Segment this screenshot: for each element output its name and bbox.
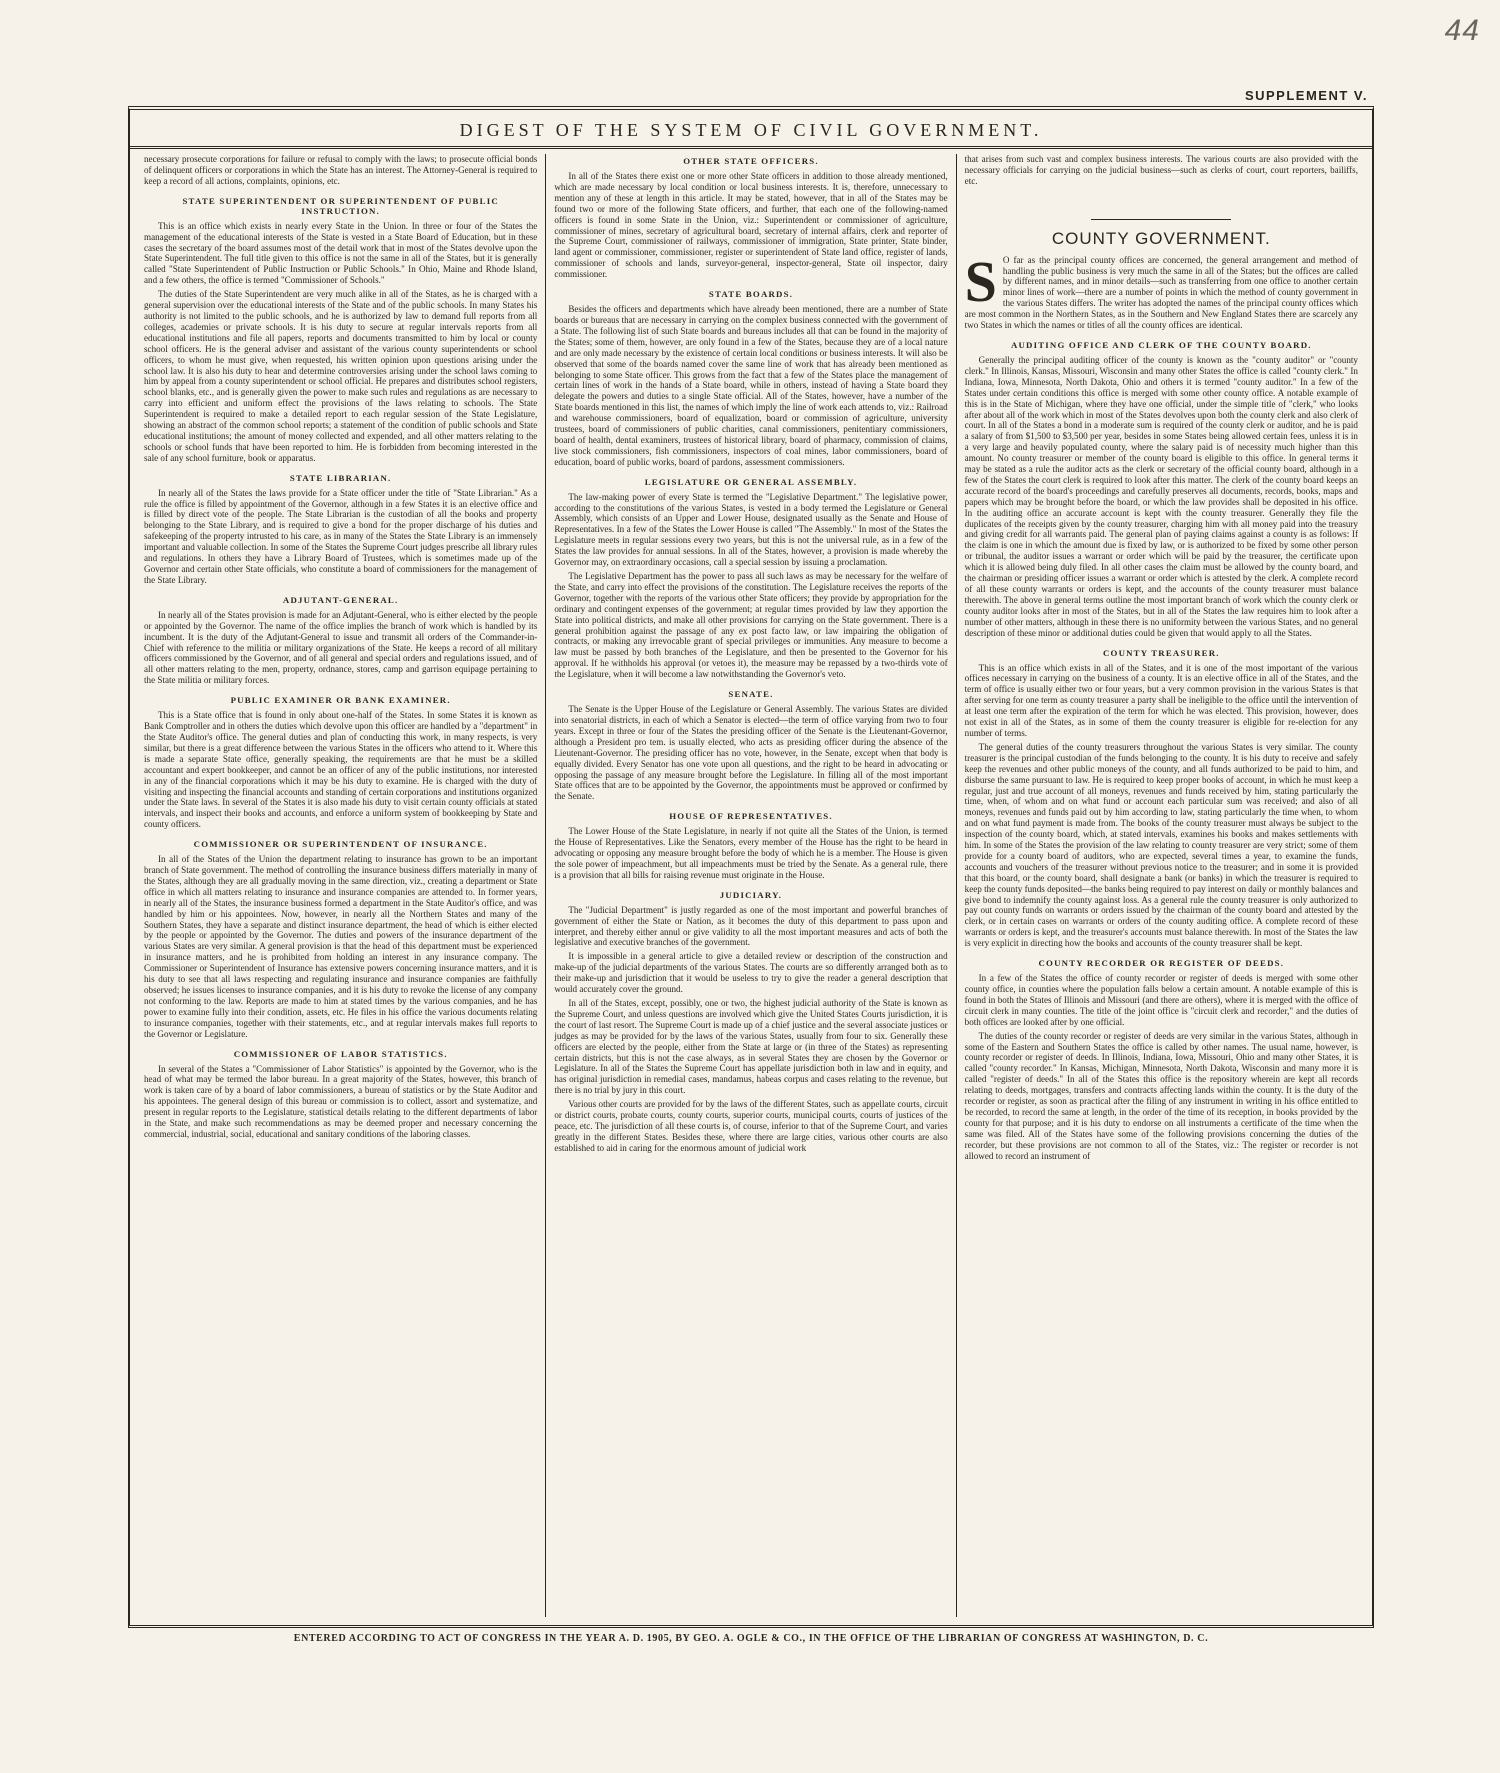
- section-heading: LEGISLATURE OR GENERAL ASSEMBLY.: [644, 476, 858, 487]
- section-heading: COUNTY TREASURER.: [1102, 647, 1220, 658]
- paragraph: The Legislative Department has the power to pass all such laws as may be necessary for the welfare of the State, and carry into effect the provisions of the constitution. The Legislature receives the reports of the Governor, together with the reports of the various other State officers; they provide by appropriation for the ordinary and contingent expenses of the government; at regular times provided by law they apportion the State into political districts, and make all other provisions for carrying on the State government. There is a general prohibition against the passage of any ex post facto law, or law impairing the obligation of contracts, or making any irrevocable grant of special privileges or immunities. Any measure to become a law must be passed by both branches of the Legislature, and then be presented to the Governor for his approval. If he withholds his approval (or vetoes it), the measure may be repassed by a two-thirds vote of the Legislature, when it will become a law notwithstanding the Governor's veto.: [554, 571, 948, 680]
- paragraph: The Lower House of the State Legislature, in nearly if not quite all the States of the Union, is termed the House of Representatives. Like the Senators, every member of the House has the right to be heard in advocating or opposing any measure brought before the body of which he is a member. The House is given the sole power of impeachment, but all impeachments must be tried by the Senate. As a general rule, there is a provision that all bills for raising revenue must originate in the House.: [554, 826, 948, 880]
- copyright-footer: ENTERED ACCORDING TO ACT OF CONGRESS IN THE YEAR A. D. 1905, BY GEO. A. OGLE & CO., IN THE OFFICE OF THE LIBRARIAN OF CONGRESS AT WASHINGTON, D. C.: [293, 1633, 1209, 1644]
- section-heading: STATE LIBRARIAN.: [289, 472, 392, 483]
- section-heading: OTHER STATE OFFICERS.: [683, 156, 819, 166]
- county-government-title: COUNTY GOVERNMENT.: [1051, 228, 1271, 248]
- paragraph: that arises from such vast and complex business interests. The various courts are also provided with the necessary officials for carrying on the judicial business—such as clerks of court, court reporters, bailiffs, etc.: [964, 154, 1358, 186]
- paragraph: Generally the principal auditing officer of the county is known as the "county auditor" or "county clerk." In Illinois, Kansas, Missouri, Wisconsin and many other States the office is called "county clerk." In Indiana, Iowa, Minnesota, North Dakota, Ohio and others it is termed "county auditor." In a few of the States under certain conditions this office is merged with some other county office. A notable example of this is in the State of Michigan, where they have one official, under the simple title of "clerk," who looks after about all of the work which in most of the States devolves upon both the county clerk and also clerk of court. In all of the States a bond in a moderate sum is required of the county clerk or auditor, and he is paid a salary of from $1,500 to $3,500 per year, besides in some States being allowed certain fees, unless it is in a very large and heavily populated county, where the salary paid is of necessity much higher than this amount. No county treasurer or member of the county board is eligible to this office. In general terms it may be stated as a rule the auditor acts as the clerk or secretary of the official county board, although in a few of the States the court clerk is required to look after this matter. The clerk of the county board keeps an accurate record of the board's proceedings and carefully preserves all documents, records, books, maps and papers which may be brought before the board, or which the law provides shall be deposited in his office. In the auditing office an accurate account is kept with the county treasurer. Generally they file the duplicates of the receipts given by the county treasurer, charging him with all money paid into the treasury and giving credit for all warrants paid. The general plan of paying claims against a county is as follows: If the claim is one in which the amount due is fixed by law, or is authorized to be fixed by some other person or tribunal, the auditor issues a warrant or order which will be paid by the treasurer, the certificate upon which it is allowed being duly filed. In all other cases the claim must be allowed by the county board, and the chairman or presiding officer issues a warrant or order which is attested by the clerk. A complete record of all these county warrants or orders is kept, and the accounts of the county treasurer must balance therewith. The above in general terms outline the most important branch of work which the county clerk or county auditor looks after in most of the States, but in all of the States the law requires him to look after a number of other matters, although in these there is no uniformity between the various States, and no general description of these minor or additional duties could be given that would apply to all the States.: [964, 354, 1358, 638]
- section-heading: AUDITING OFFICE AND CLERK OF THE COUNTY BOARD.: [1010, 339, 1312, 350]
- paragraph: This is an office which exists in all of the States, and it is one of the most important of the various offices necessary in carrying on the business of a county. It is an elective office in all of the States, and the term of office is usually either two or four years, but a very common provision in the various States is that after serving for one term as county treasurer a party shall be ineligible to the office until the intervention of at least one term after the expiration of the term for which he was elected. This provision, however, does not exist in all of the States, as in some of them the county treasurer is eligible for re-election for any number of terms.: [964, 662, 1358, 738]
- intro-paragraph: [964, 248, 1358, 331]
- section-heading: HOUSE OF REPRESENTATIVES.: [669, 811, 833, 822]
- text-columns: [136, 154, 1366, 1617]
- section-heading: PUBLIC EXAMINER OR BANK EXAMINER.: [230, 695, 451, 706]
- section-heading: STATE BOARDS.: [708, 289, 794, 300]
- section-heading: COMMISSIONER OR SUPERINTENDENT OF INSURANCE.: [193, 839, 488, 850]
- paragraph: The general duties of the county treasurers throughout the various States is very similar. The county treasurer is the principal custodian of the funds belonging to the county. It is his duty to receive and safely keep the revenues and other public moneys of the county, and all funds authorized to be paid to him, and disburse the same pursuant to law. He is required to keep proper books of account, in which he must keep a regular, just and true account of all moneys, revenues and funds received by him, stating particularly the time, when, of whom and on what fund or account each particular sum was received; and also of all moneys, revenues and funds paid out by him according to law, stating particularly the time when, to whom and on what fund payment is made from. The books of the county treasurer must always be subject to the inspection of the county board, which, at stated intervals, examines his books and makes settlements with him. In some of the States the provision of the law relating to county treasurer are very strict; some of them provide for a county board of auditors, who are expected, several times a year, to examine the funds, accounts and vouchers of the treasurer without previous notice to the treasurer; and in some it is provided that this board, or the county board, shall designate a bank (or banks) in which the treasurer is required to keep the county funds deposited—the banks being required to pay interest on daily or monthly balances and give bond to indemnify the county against loss. As a general rule the county treasurer is only authorized to pay out county funds on warrants or orders issued by the chairman of the county board and attested by the clerk, or in certain cases on warrants or orders of the county auditing office. A complete record of these warrants or orders is kept, and the treasurer's accounts must balance therewith. In most of the States the law is very explicit in directing how the books and accounts of the county treasurer shall be kept.: [964, 741, 1358, 949]
- section-heading: SENATE.: [728, 689, 774, 700]
- paragraph: In all of the States of the Union the department relating to insurance has grown to be an important branch of State government. The method of controlling the insurance business differs materially in many of the States, although they are all gradually moving in the same direction, viz., creating a department or State office in which all matters relating to insurance and insurance companies are attended to. In former years, in nearly all of the States, the insurance business formed a department in the State Auditor's office, and was handled by him or his appointees. Now, however, in nearly all the Northern States and many of the Southern States, they have a separate and distinct insurance department, the head of which is either elected by the people or appointed by the Governor. The duties and powers of the insurance department of the various States are very similar. A general provision is that the head of this department must be experienced in insurance matters, and he is prohibited from holding an interest in any insurance company. The Commissioner or Superintendent of Insurance has extensive powers concerning insurance matters, and it is his duty to see that all laws respecting and regulating insurance and insurance companies are faithfully observed; he issues licenses to insurance companies, and it is his duty to revoke the license of any company not conforming to the law. Reports are made to him at stated times by the various companies, and he has power to examine fully into their condition, assets, etc. He files in his office the various documents relating to insurance companies, together with their statements, etc., and at regular intervals makes full reports to the Governor or Legislature.: [144, 854, 538, 1039]
- paragraph: necessary prosecute corporations for failure or refusal to comply with the laws; to prosecute official bonds of delinquent officers or corporations in which the State has an interest. The Attorney-General is required to keep a record of all actions, complaints, opinions, etc.: [144, 154, 538, 186]
- supplement-label: SUPPLEMENT V.: [1244, 88, 1368, 103]
- column-1: [136, 154, 545, 1617]
- paragraph: In a few of the States the office of county recorder or register of deeds is merged with some other county office, in counties where the population falls below a certain amount. A notable example of this is found in both the States of Illinois and Missouri (and there are others), where it is merged with the office of circuit clerk in many counties. The title of the joint office is "circuit clerk and recorder," and the duties of both offices are looked after by one official.: [964, 973, 1358, 1027]
- drop-cap: S: [964, 248, 997, 314]
- paragraph: The law-making power of every State is termed the "Legislative Department." The legislative power, according to the constitutions of the various States, is vested in a body termed the Legislature or General Assembly, which consists of an Upper and Lower House, designated usually as the Senate and House of Representatives. In a few of the States the Lower House is called "The Assembly." In most of the States the Legislature meets in regular sessions every two years, but this is not the universal rule, as in a few of the States the law provides for annual sessions. In all of the States, however, a provision is made whereby the Governor may, on extraordinary occasions, call a special session by issuing a proclamation.: [554, 491, 948, 568]
- divider: [1091, 219, 1231, 220]
- masthead-title: DIGEST OF THE SYSTEM OF CIVIL GOVERNMENT.: [130, 116, 1372, 149]
- section-heading: COMMISSIONER OF LABOR STATISTICS.: [233, 1048, 448, 1059]
- section-heading: ADJUTANT-GENERAL.: [282, 594, 399, 605]
- paragraph: It is impossible in a general article to give a detailed review or description of the construction and make-up of the judicial departments of the various States. The courts are so differently arranged both as to their make-up and jurisdiction that it would be useless to try to give the reader a general description that would accurately cover the ground.: [554, 951, 948, 995]
- paragraph: The duties of the State Superintendent are very much alike in all of the States, as he is charged with a general supervision over the educational interests of the State and of the public schools. In many States his authority is not limited to the public schools, and he is authorized by law to demand full reports from all colleges, academies or private schools. It is his duty to secure at regular intervals reports from all educational institutions and file all papers, reports and documents transmitted to him by local or county school officers. He is the general adviser and assistant of the various county superintendents or school officers, to whom he must give, when requested, his written opinion upon questions arising under the school law. It is also his duty to hear and determine controversies arising under the school laws coming to him by appeal from a county superintendent or school official. He prepares and distributes school registers, school blanks, etc., and is generally given the power to make such rules and regulations as are necessary to carry into efficient and uniform effect the provisions of the laws relating to schools. The State Superintendent is required to make a detailed report to each regular session of the State Legislature, showing an abstract of the common school reports; a statement of the condition of public schools and State educational institutions; the amount of money collected and expended, and all other matters relating to the schools or school funds that have been reported to him. He is forbidden from becoming interested in the sale of any school furniture, book or apparatus.: [144, 289, 538, 463]
- paragraph: This is a State office that is found in only about one-half of the States. In some States it is known as Bank Comptroller and in others the duties which devolve upon this officer are handled by a "department" in the State Auditor's office. The general duties and plan of conducting this work, in many respects, is very similar, but there is a great difference between the various States in the officers who attend to it. Where this is made a separate State office, generally speaking, the requirements are that he must be a skilled accountant and expert bookkeeper, and cannot be an officer of any of the public institutions, nor interested in any of the financial corporations which it may be his duty to examine. He is charged with the duty of visiting and inspecting the financial accounts and standing of certain corporations and institutions organized under the State laws. In several of the States it is also made his duty to visit certain county officials at stated intervals, and inspect their books and accounts, and enforce a uniform system of bookkeeping by State and county officers.: [144, 710, 538, 830]
- paragraph: The duties of the county recorder or register of deeds are very similar in the various States, although in some of the Eastern and Southern States the office is called by other names. The usual name, however, is county recorder or register of deeds. In Illinois, Indiana, Iowa, Missouri, Ohio and many other States, it is called "county recorder." In Kansas, Michigan, Minnesota, North Dakota, Wisconsin and many more it is called "register of deeds." In all of the States this office is the repository wherein are kept all records relating to deeds, mortgages, transfers and contracts affecting lands within the county. It is the duty of the recorder or register, as soon as practical after the filing of any instrument in writing in his office entitled to be recorded, to record the same at length, in the order of the time of its reception, in books provided by the county for that purpose; and it is his duty to endorse on all instruments a certificate of the time when the same was filed. All of the States have some of the following provisions concerning the duties of the recorder, but these provisions are not common to all of the States, viz.: The register or recorder is not allowed to record an instrument of: [964, 1030, 1358, 1161]
- section-heading: STATE SUPERINTENDENT OR SUPERINTENDENT OF PUBLIC INSTRUCTION.: [182, 195, 499, 216]
- section-heading: JUDICIARY.: [719, 889, 783, 900]
- page-number: 44: [1444, 14, 1480, 47]
- paragraph: The "Judicial Department" is justly regarded as one of the most important and powerful branches of government of either the State or Nation, as it becomes the duty of this department to pass upon and interpret, and thereby either annul or give validity to all the most important measures and acts of both the legislative and executive branches of the government.: [554, 904, 948, 948]
- paragraph: Besides the officers and departments which have already been mentioned, there are a number of State boards or bureaus that are necessary in carrying on the complex business connected with the government of a State. The following list of such State boards and bureaus includes all that can be found in the majority of the States; some of them, however, are only found in a few of the States, because they are of a local nature and are only made necessary by the existence of certain local conditions or business interests. It will also be observed that some of the boards named cover the same line of work that has already been mentioned as belonging to some State officer. This grows from the fact that a few of the States place the management of certain lines of work in the hands of a State board, while in others, instead of having a State board they delegate the powers and duties to a single State official. All of the States, however, have a number of the State boards mentioned in this list, the names of which imply the line of work each attends to, viz.: Railroad and warehouse commissioners, board of equalization, board or commission of agriculture, university trustees, board of commissioners of public charities, canal commissioners, penitentiary commissioners, board of health, dental examiners, trustees of historical library, board of pharmacy, commission of claims, live stock commissioners, fish commissioners, inspectors of coal mines, labor commissioners, board of education, board of public works, board of pardons, assessment commissioners.: [554, 304, 948, 467]
- paragraph: In all of the States there exist one or more other State officers in addition to those already mentioned, which are made necessary by local condition or local business interests. It is, therefore, unnecessary to mention any of these at length in this article. It may be stated, however, that in all of the States may be found two or more of the following State officers, and further, that each one of the following-named officers is found in some State in the Union, viz.: Superintendent or commissioner of agriculture, commissioner of mines, secretary of agricultural board, secretary of internal affairs, clerk and reporter of the Supreme Court, commissioner of railways, commissioner of immigration, State printer, State binder, land agent or commissioner, commissioner, register or superintendent of State land office, register of lands, commissioner of schools and lands, surveyor-general, inspector-general, State oil inspector, dairy commissioner.: [554, 171, 948, 280]
- paragraph: In all of the States, except, possibly, one or two, the highest judicial authority of the State is known as the Supreme Court, and unless questions are involved which give the United States Courts jurisdiction, it is the court of last resort. The Supreme Court is made up of a chief justice and the several associate justices or judges as may be provided for by the laws of the various States, usually from four to six. Generally these officers are elected by the people, either from the State at large or (in three of the States) as representing certain districts, but this is not the case always, as in several States they are chosen by the Governor or Legislature. In all of the States the Supreme Court has appellate jurisdiction both in law and in equity, and has original jurisdiction in remedial cases, mandamus, habeas corpus and cases relating to the revenue, but there is no trial by jury in this court.: [554, 998, 948, 1096]
- page-frame: [128, 106, 1374, 1628]
- paragraph: In nearly all of the States the laws provide for a State officer under the title of "State Librarian." As a rule the office is filled by appointment of the Governor, although in a few States it is an elective office and is filled by direct vote of the people. The State Librarian is the custodian of all the books and property belonging to the State Library, and is required to give a bond for the proper discharge of his duties and safekeeping of the property intrusted to his care, as in many of the States the State Library is an immensely important and valuable collection. In some of the States the Supreme Court judges prescribe all library rules and regulations. In others they have a Library Board of Trustees, which is sometimes made up of the Governor and certain other State officials, who constitute a board of commissioners for the management of the State Library.: [144, 487, 538, 585]
- intro-text: O far as the principal county offices are concerned, the general arrangement and method of handling the public business is very much the same in all of the States; but the offices are called by different names, and in minor details—such as transferring from one office to another certain minor lines of work—there are a number of points in which the method of county government in the various States differs. The writer has adopted the names of the principal county offices which are most common in the Northern States, as in the Southern and New England States there are scarcely any two States in which the names or titles of all the county offices are identical.: [964, 254, 1358, 331]
- paragraph: Various other courts are provided for by the laws of the different States, such as appellate courts, circuit or district courts, probate courts, county courts, superior courts, municipal courts, courts of justices of the peace, etc. The jurisdiction of all these courts is, of course, inferior to that of the Supreme Court, and varies greatly in the different States. Besides these, where there are large cities, various other courts are also established to aid in caring for the enormous amount of judicial work: [554, 1099, 948, 1153]
- paragraph: The Senate is the Upper House of the Legislature or General Assembly. The various States are divided into senatorial districts, in each of which a Senator is elected—the term of office varying from two to four years. Except in three or four of the States the presiding officer of the Senate is the Lieutenant-Governor, although a President pro tem. is usually elected, who acts as presiding officer during the absence of the Lieutenant-Governor. The presiding officer has no vote, however, in the Senate, except when that body is equally divided. Every Senator has one vote upon all questions, and the right to be heard in advocating or opposing the passage of any measure brought before the Legislature. In filling all of the most important State offices that are to be appointed by the Governor, the appointments must be approved or confirmed by the Senate.: [554, 704, 948, 802]
- paragraph: In nearly all of the States provision is made for an Adjutant-General, who is either elected by the people or appointed by the Governor. The name of the office implies the branch of work which is handled by its incumbent. It is the duty of the Adjutant-General to issue and transmit all orders of the Commander-in-Chief with reference to the militia or military organizations of the State. He keeps a record of all military officers commissioned by the Governor, and of all general and special orders and regulations issued, and of all other matters relating to the men, property, ordnance, stores, camp and garrison equipage pertaining to the State militia or military forces.: [144, 609, 538, 686]
- section-heading: COUNTY RECORDER OR REGISTER OF DEEDS.: [1038, 958, 1285, 969]
- column-2: [545, 154, 955, 1617]
- column-3: [956, 154, 1366, 1617]
- paragraph: This is an office which exists in nearly every State in the Union. In three or four of the States the management of the educational interests of the State is vested in a State Board of Education, but in these cases the secretary of the board assumes most of the detail work that in most of the States devolve upon the State Superintendent. The full title given to this office is not the same in all of the States, but it is generally called "State Superintendent of Public Instruction or Public Schools." In Ohio, Maine and Rhode Island, and a few others, the office is termed "Commissioner of Schools.": [144, 220, 538, 286]
- paragraph: In several of the States a "Commissioner of Labor Statistics" is appointed by the Governor, who is the head of what may be termed the labor bureau. In a great majority of the States, however, this branch of work is taken care of by a board of labor commissioners, a bureau of statistics or by the State Auditor and his appointees. The general design of this bureau or commission is to collect, assort and systematize, and present in regular reports to the Legislature, statistical details relating to the different departments of labor in the State, and make such recommendations as may be deemed proper and necessary concerning the commercial, industrial, social, educational and sanitary conditions of the laboring classes.: [144, 1063, 538, 1139]
